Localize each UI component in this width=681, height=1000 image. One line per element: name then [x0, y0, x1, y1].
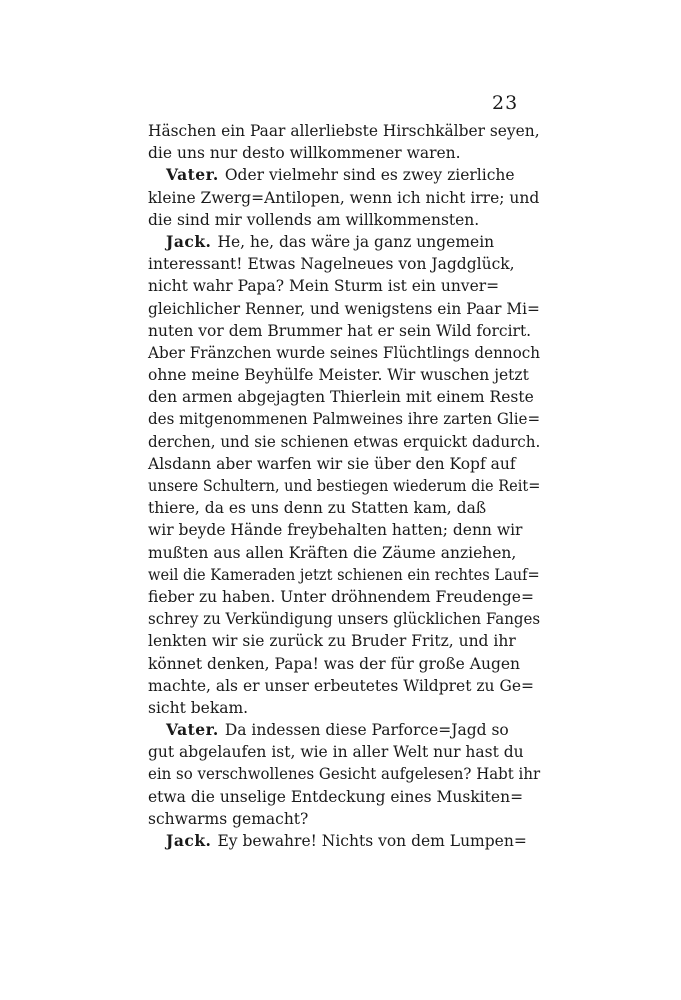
line-text: nuten vor dem Brummer hat er sein Wild forcirt. — [148, 321, 532, 340]
text-line — [148, 453, 540, 475]
text-line — [148, 697, 540, 719]
line-text: den armen abgejagten Thierlein mit einem Reste — [148, 388, 534, 407]
line-text: gut abgelaufen ist, wie in aller Welt nur hast du — [148, 743, 524, 762]
line-text: wir beyde Hände freybehalten hatten; denn wir — [148, 521, 523, 540]
text-line — [148, 786, 540, 808]
line-text: die uns nur desto willkommener waren. — [148, 144, 461, 163]
text-line — [148, 342, 541, 364]
line-text: Häschen ein Paar allerliebste Hirschkälber seyen, — [148, 122, 540, 140]
line-text: thiere, da es uns denn zu Statten kam, daß — [148, 499, 487, 518]
speaker-line — [148, 830, 540, 852]
line-text: Aber Fränzchen wurde seines Flüchtlings dennoch — [148, 343, 541, 362]
line-text: ein so verschwollenes Gesicht aufgelesen? Habt ihr — [148, 765, 541, 784]
text-line — [148, 741, 540, 763]
line-text: sicht bekam. — [148, 698, 249, 717]
line-text: unsere Schultern, und bestiegen wiederum die Reit= — [148, 477, 541, 495]
line-text: He, he, das wäre ja ganz ungemein — [217, 232, 495, 251]
text-line — [148, 497, 540, 519]
text-line — [148, 586, 540, 608]
line-text: etwa die unselige Entdeckung eines Muskiten= — [148, 787, 524, 806]
speaker-name: Vater. — [166, 165, 219, 185]
line-text: interessant! Etwas Nagelneues von Jagdglück, — [148, 255, 515, 274]
text-line — [148, 408, 541, 430]
body-text — [148, 120, 540, 852]
text-line — [148, 431, 541, 453]
text-line — [148, 675, 540, 697]
page-number: 23 — [492, 92, 519, 114]
line-text: derchen, und sie schienen etwas erquickt dadurch. — [148, 432, 541, 451]
text-line — [148, 542, 540, 564]
line-text: die sind mir vollends am willkommensten. — [148, 210, 480, 229]
line-text: Ey bewahre! Nichts von dem Lumpen= — [217, 832, 527, 850]
text-line — [148, 763, 541, 785]
text-line — [148, 209, 540, 231]
text-line — [148, 564, 540, 586]
line-text: mußten aus allen Kräften die Zäume anziehen, — [148, 543, 517, 562]
line-text: Alsdann aber warfen wir sie über den Kopf auf — [148, 454, 516, 473]
speaker-name: Jack. — [166, 831, 212, 850]
line-text: Oder vielmehr sind es zwey zierliche — [224, 166, 515, 185]
text-line — [148, 386, 540, 408]
text-line — [148, 187, 540, 209]
line-text: gleichlicher Renner, und wenigstens ein Paar Mi= — [148, 299, 540, 318]
speaker-name: Jack. — [166, 231, 212, 251]
text-line — [148, 253, 540, 275]
speaker-line — [148, 164, 540, 186]
speaker-line — [148, 231, 540, 253]
text-line — [148, 630, 540, 652]
line-text: schrey zu Verkündigung unsers glücklichen Fanges — [148, 610, 541, 629]
line-text: schwarms gemacht? — [148, 809, 309, 828]
text-line — [148, 808, 540, 830]
speaker-name: Vater. — [166, 720, 219, 740]
speaker-line — [148, 719, 540, 741]
text-line — [148, 320, 540, 342]
text-line — [148, 608, 541, 630]
text-line — [148, 142, 540, 164]
text-line — [148, 653, 540, 675]
line-text: machte, als er unser erbeutetes Wildpret zu Ge= — [148, 676, 534, 695]
line-text: Da indessen diese Parforce=Jagd so — [224, 721, 509, 740]
text-line — [148, 475, 541, 497]
line-text: ohne meine Beyhülfe Meister. Wir wuschen jetzt — [148, 366, 529, 385]
line-text: weil die Kameraden jetzt schienen ein rechtes Lauf= — [148, 565, 540, 584]
text-line — [148, 120, 538, 142]
line-text: fieber zu haben. Unter dröhnendem Freudenge= — [148, 587, 534, 606]
text-line — [148, 364, 540, 386]
line-text: nicht wahr Papa? Mein Sturm ist ein unver= — [148, 277, 500, 296]
text-line — [148, 519, 540, 541]
text-line — [148, 298, 540, 320]
text-line — [148, 275, 540, 297]
line-text: könnet denken, Papa! was der für große Augen — [148, 654, 521, 673]
line-text: des mitgenommenen Palmweines ihre zarten Glie= — [148, 410, 541, 429]
line-text: lenkten wir sie zurück zu Bruder Fritz, und ihr — [148, 632, 516, 651]
line-text: kleine Zwerg=Antilopen, wenn ich nicht irre; und — [148, 188, 540, 207]
